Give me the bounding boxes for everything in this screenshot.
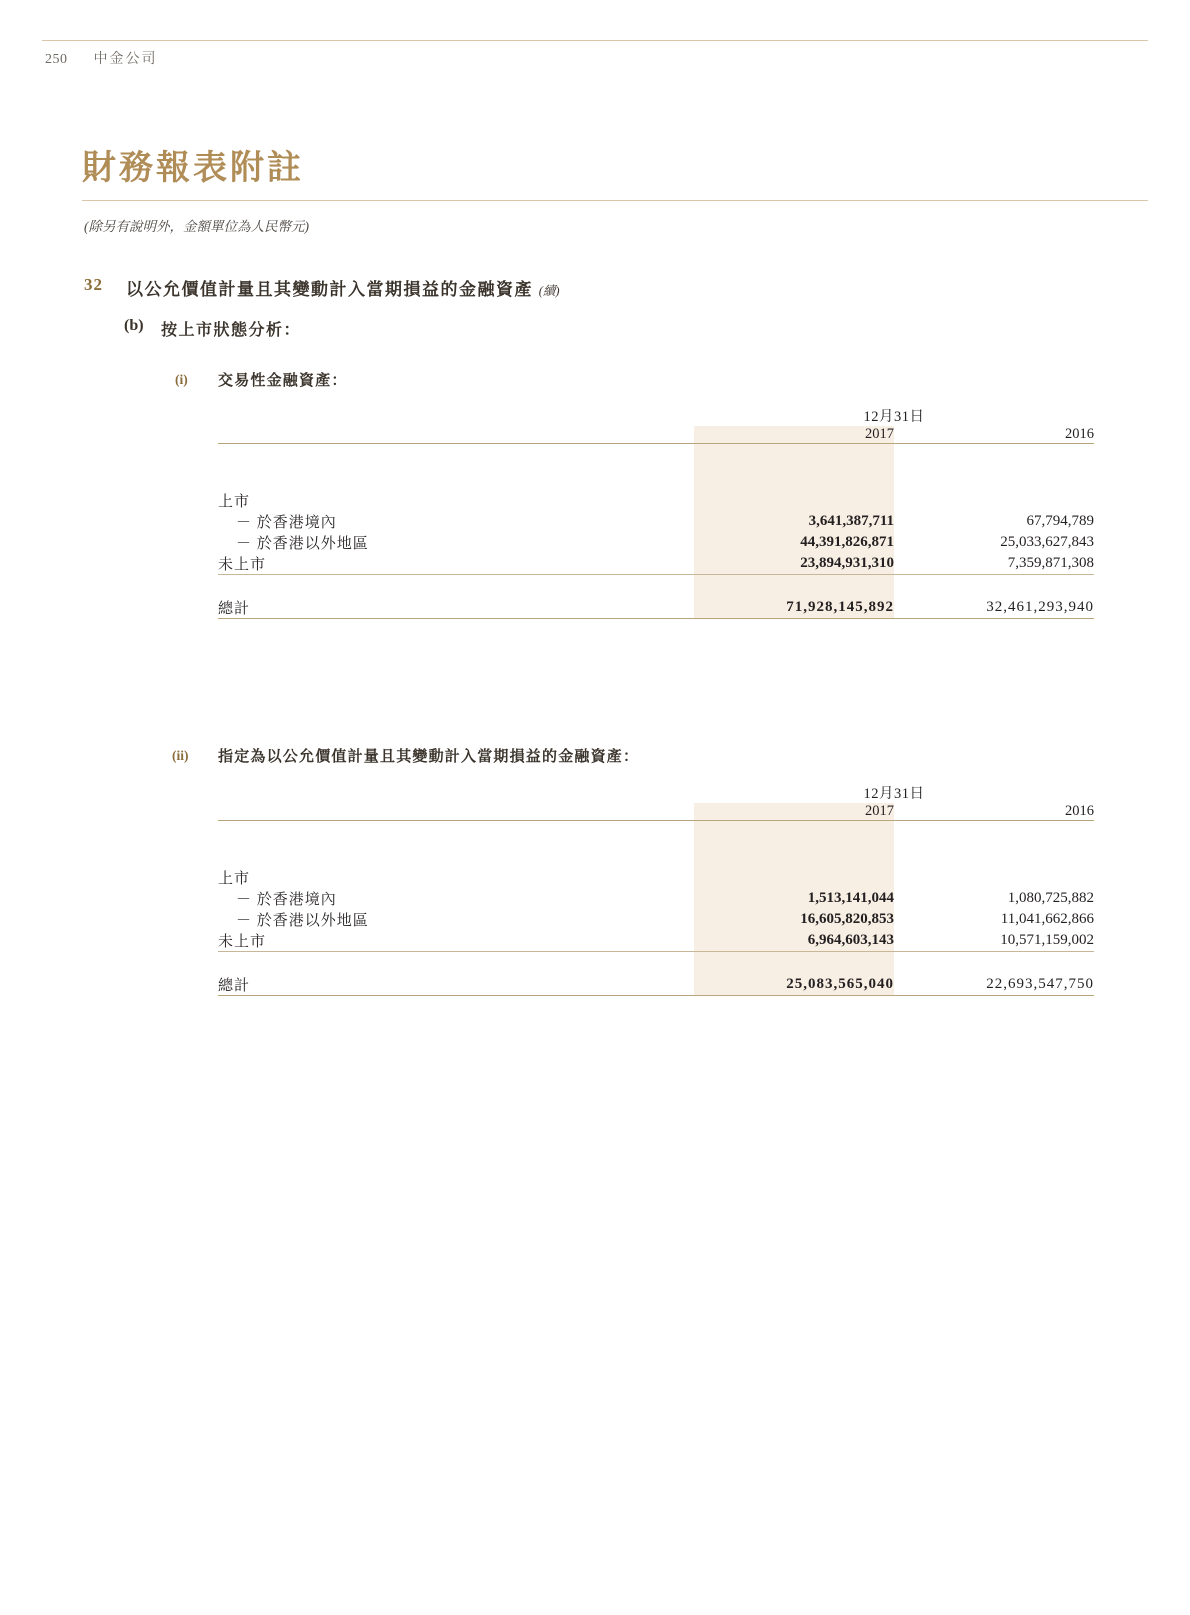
item-text-ii: 指定為以公允價值計量且其變動計入當期損益的金融資產： xyxy=(218,749,640,765)
table-row xyxy=(218,930,1094,952)
table-total-row xyxy=(218,597,1094,619)
section-heading-text: 以公允價值計量且其變動計入當期損益的金融資產 xyxy=(126,280,533,299)
table-row xyxy=(218,909,1094,930)
row-value-2016: 10,571,159,002 xyxy=(1000,932,1094,948)
row-label-unlisted: 未上市 xyxy=(218,934,267,950)
table-spacer xyxy=(218,444,1094,490)
row-label-outside-hong-kong: － 於香港以外地區 xyxy=(236,913,369,929)
row-value-2017 xyxy=(694,867,894,888)
row-label-in-hong-kong: － 於香港境內 xyxy=(236,892,337,908)
table-spacer xyxy=(218,952,1094,974)
row-value-2016 xyxy=(894,867,1094,888)
subsection-b-label: (b) xyxy=(124,317,144,334)
row-value-2016: 7,359,871,308 xyxy=(1007,555,1094,571)
table-trading-financial-assets xyxy=(218,405,1094,619)
row-label-listed: 上市 xyxy=(218,871,251,887)
table-total-row xyxy=(218,974,1094,996)
row-value-2016 xyxy=(894,490,1094,511)
column-header-2017: 2017 xyxy=(694,426,894,444)
row-value-2017: 1,513,141,044 xyxy=(694,888,894,909)
row-value-2017 xyxy=(694,490,894,511)
table-row xyxy=(218,553,1094,575)
row-label-outside-hong-kong: － 於香港以外地區 xyxy=(236,536,369,552)
total-label: 總計 xyxy=(218,978,251,994)
row-value-2016: 1,080,725,882 xyxy=(1007,890,1094,906)
row-value-2016: 67,794,789 xyxy=(1026,513,1094,529)
row-value-2017: 44,391,826,871 xyxy=(694,532,894,553)
table-row xyxy=(218,490,1094,511)
table-bottom-rule xyxy=(218,619,1094,620)
row-value-2017: 6,964,603,143 xyxy=(694,930,894,952)
page-number: 250 xyxy=(45,52,68,67)
table-row xyxy=(218,867,1094,888)
section-continued-marker: (續) xyxy=(538,284,560,298)
date-header: 12月31日 xyxy=(863,786,925,802)
table-row xyxy=(218,888,1094,909)
table-header-year-row xyxy=(218,426,1094,444)
currency-note: (除另有說明外，金額單位為人民幣元) xyxy=(84,219,309,234)
row-label-in-hong-kong: － 於香港境內 xyxy=(236,515,337,531)
company-name: 中金公司 xyxy=(93,52,158,67)
table-row xyxy=(218,511,1094,532)
table-spacer xyxy=(218,575,1094,597)
table-designated-financial-assets xyxy=(218,782,1094,996)
table-header-year-row xyxy=(218,803,1094,821)
row-value-2017: 3,641,387,711 xyxy=(694,511,894,532)
page-header xyxy=(45,48,158,68)
total-value-2016: 32,461,293,940 xyxy=(986,599,1094,615)
title-divider xyxy=(82,200,1148,201)
table-header-date-row xyxy=(218,405,1094,426)
top-divider xyxy=(42,40,1148,41)
row-label-unlisted: 未上市 xyxy=(218,557,267,573)
table-spacer xyxy=(218,821,1094,867)
row-value-2017: 16,605,820,853 xyxy=(694,909,894,930)
table-row xyxy=(218,532,1094,553)
column-header-2017: 2017 xyxy=(694,803,894,821)
subsection-b-text: 按上市狀態分析： xyxy=(161,322,302,339)
row-value-2016: 25,033,627,843 xyxy=(1000,534,1094,550)
date-header: 12月31日 xyxy=(863,409,925,425)
column-header-2016: 2016 xyxy=(1065,803,1094,819)
table-bottom-rule xyxy=(218,996,1094,997)
item-label-ii: (ii) xyxy=(172,748,189,763)
section-heading xyxy=(126,275,560,300)
total-value-2017: 25,083,565,040 xyxy=(694,974,894,996)
item-text-i: 交易性金融資產： xyxy=(218,373,348,389)
total-label: 總計 xyxy=(218,601,251,617)
item-label-i: (i) xyxy=(175,372,188,387)
section-number: 32 xyxy=(84,275,103,294)
row-label-listed: 上市 xyxy=(218,494,251,510)
row-value-2016: 11,041,662,866 xyxy=(1000,911,1094,927)
page-title: 財務報表附註 xyxy=(82,148,304,188)
total-value-2016: 22,693,547,750 xyxy=(986,976,1094,992)
total-value-2017: 71,928,145,892 xyxy=(694,597,894,619)
row-value-2017: 23,894,931,310 xyxy=(694,553,894,575)
column-header-2016: 2016 xyxy=(1065,426,1094,442)
table-header-date-row xyxy=(218,782,1094,803)
